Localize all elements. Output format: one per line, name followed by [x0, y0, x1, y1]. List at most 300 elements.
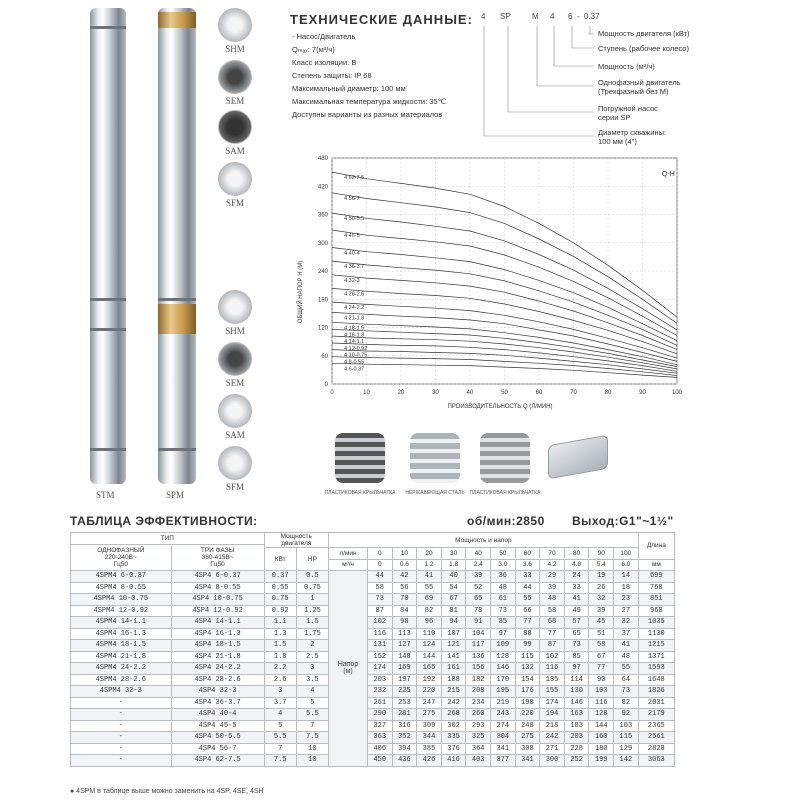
head-value: 48: [540, 594, 565, 606]
head-value: 55: [515, 594, 540, 606]
model-single-phase: 4SPM4 24-2.2: [71, 663, 172, 675]
head-value: 363: [367, 732, 392, 744]
head-value: 116: [589, 697, 614, 709]
icon-label: SHM: [225, 44, 245, 54]
power-hp: 7: [296, 720, 328, 732]
model-code-part: -: [577, 12, 580, 21]
head-label: Напор (м): [329, 571, 368, 767]
model-three-phase: 4SP4 62-7.5: [171, 755, 264, 767]
head-value: 82: [614, 697, 639, 709]
head-value: 136: [466, 651, 491, 663]
power-hp: 10: [296, 755, 328, 767]
head-value: 208: [466, 686, 491, 698]
x-tick-label: 60: [535, 390, 543, 396]
table-row: [71, 674, 675, 686]
power-kw: 0.92: [264, 605, 296, 617]
head-value: 161: [441, 663, 466, 675]
head-value: 94: [441, 617, 466, 629]
power-kw: 4: [264, 709, 296, 721]
head-value: 341: [491, 743, 516, 755]
pump-spm-caption: SPM: [166, 490, 185, 500]
head-value: 44: [367, 571, 392, 583]
model-three-phase: 4SP4 56-7: [171, 743, 264, 755]
flow-m3h: 3.0: [491, 559, 516, 571]
model-code-desc: Мощность (м³/ч): [598, 62, 655, 71]
length-mm: 1648: [638, 674, 674, 686]
head-value: 19: [589, 571, 614, 583]
length-mm: 2828: [638, 743, 674, 755]
head-value: 52: [466, 582, 491, 594]
head-value: 180: [589, 743, 614, 755]
head-value: 160: [589, 732, 614, 744]
head-value: 188: [441, 674, 466, 686]
head-value: 96: [417, 617, 442, 629]
model-code-part: 4: [550, 12, 555, 21]
head-value: 113: [392, 628, 417, 640]
head-value: 56: [392, 582, 417, 594]
table-title: ТАБЛИЦА ЭФФЕКТИВНОСТИ:: [70, 514, 258, 528]
head-value: 243: [491, 709, 516, 721]
head-value: 90: [589, 674, 614, 686]
impeller-icon: [218, 8, 252, 42]
head-value: 450: [367, 755, 392, 767]
model-single-phase: -: [71, 720, 172, 732]
head-value: 73: [614, 686, 639, 698]
head-value: 92: [614, 709, 639, 721]
head-value: 141: [441, 651, 466, 663]
model-code-desc: Ступень (рабочее колесо): [598, 44, 689, 53]
flow-lmin: 30: [441, 548, 466, 560]
table-row: [71, 582, 675, 594]
head-value: 33: [564, 582, 589, 594]
table-row: [71, 686, 675, 698]
power-hp: 0.5: [296, 571, 328, 583]
y-tick-label: 0: [324, 382, 328, 388]
head-value: 88: [515, 628, 540, 640]
head-value: 135: [540, 674, 565, 686]
head-value: 416: [441, 755, 466, 767]
head-value: 146: [564, 697, 589, 709]
head-value: 242: [441, 697, 466, 709]
performance-table: [70, 532, 675, 767]
head-value: 327: [367, 720, 392, 732]
photo-caption: ПЛАСТИКОВАЯ КРЫЛЬЧАТКА: [469, 490, 541, 496]
model-three-phase: 4SP4 24-2.2: [171, 663, 264, 675]
control-box-photo: [548, 435, 608, 480]
head-value: 32: [589, 594, 614, 606]
head-value: 220: [417, 686, 442, 698]
model-single-phase: 4SPM4 28-2.6: [71, 674, 172, 686]
head-value: 316: [392, 720, 417, 732]
head-value: 97: [491, 628, 516, 640]
impeller-icon: [218, 394, 252, 428]
table-row: [71, 594, 675, 606]
power-kw: 3: [264, 686, 296, 698]
power-kw: 0.55: [264, 582, 296, 594]
head-value: 174: [367, 663, 392, 675]
header-single-phase: ОДНОФАЗНЫЙ 220-240В~ Гц50: [71, 544, 172, 571]
head-value: 45: [589, 617, 614, 629]
head-value: 77: [589, 663, 614, 675]
model-single-phase: 4SPM4 32-3: [71, 686, 172, 698]
head-value: 102: [367, 617, 392, 629]
table-row: [71, 663, 675, 675]
power-hp: 2: [296, 640, 328, 652]
power-kw: 1.3: [264, 628, 296, 640]
flow-m3h: 0: [367, 559, 392, 571]
x-tick-label: 10: [363, 390, 370, 396]
curve-label: 4 10-0.75: [344, 352, 368, 359]
header-type: ТИП: [71, 533, 265, 545]
power-kw: 1.5: [264, 640, 296, 652]
curve-label: 4 18-1.5: [344, 325, 365, 332]
curve-label: 4 6-0.37: [344, 366, 365, 373]
head-value: 107: [441, 628, 466, 640]
head-value: 148: [392, 651, 417, 663]
model-three-phase: 4SP4 10-0.75: [171, 594, 264, 606]
length-mm: 699: [638, 571, 674, 583]
model-three-phase: 4SP4 8-0.55: [171, 582, 264, 594]
head-value: 197: [392, 674, 417, 686]
flow-lmin: 60: [515, 548, 540, 560]
model-single-phase: 4SPM4 12-0.92: [71, 605, 172, 617]
header-length: Длина: [638, 533, 674, 560]
curve-label: 4 56-7: [344, 195, 360, 202]
head-value: 73: [367, 594, 392, 606]
head-value: 152: [367, 651, 392, 663]
head-value: 271: [540, 743, 565, 755]
power-hp: 5: [296, 697, 328, 709]
model-code-desc: Диаметр скважины: 100 мм (4"): [598, 128, 667, 146]
stainless-impeller-photo: [410, 433, 460, 483]
power-kw: 7.5: [264, 755, 296, 767]
power-hp: 1.75: [296, 628, 328, 640]
head-value: 176: [515, 686, 540, 698]
head-value: 77: [515, 617, 540, 629]
model-three-phase: 4SP4 16-1.3: [171, 628, 264, 640]
power-kw: 1.8: [264, 651, 296, 663]
head-value: 91: [466, 617, 491, 629]
head-value: 218: [540, 720, 565, 732]
head-value: 253: [392, 697, 417, 709]
head-value: 33: [515, 571, 540, 583]
head-value: 115: [614, 732, 639, 744]
head-value: 131: [367, 640, 392, 652]
head-value: 65: [466, 594, 491, 606]
head-value: 55: [417, 582, 442, 594]
head-value: 220: [515, 709, 540, 721]
flow-m3h: 1.8: [441, 559, 466, 571]
head-value: 102: [540, 651, 565, 663]
model-three-phase: 4SP4 32-3: [171, 686, 264, 698]
table-row: [71, 720, 675, 732]
flow-lmin: 90: [589, 548, 614, 560]
model-single-phase: 4SPM4 18-1.5: [71, 640, 172, 652]
model-single-phase: -: [71, 709, 172, 721]
head-value: 242: [540, 732, 565, 744]
model-code-part: 4: [481, 12, 486, 21]
impeller-icon: [218, 60, 252, 94]
head-value: 58: [540, 605, 565, 617]
model-single-phase: 4SPM4 14-1.1: [71, 617, 172, 629]
length-mm: 2561: [638, 732, 674, 744]
power-hp: 2.5: [296, 651, 328, 663]
head-value: 198: [515, 697, 540, 709]
head-value: 84: [392, 605, 417, 617]
model-single-phase: 4SPM4 6-0.37: [71, 571, 172, 583]
head-value: 87: [367, 605, 392, 617]
model-code-desc: Однофазный двигатель (Трехфазный без М): [598, 78, 681, 96]
power-hp: 3: [296, 663, 328, 675]
power-hp: 5.5: [296, 709, 328, 721]
power-hp: 1.25: [296, 605, 328, 617]
head-value: 260: [466, 709, 491, 721]
model-single-phase: 4SPM4 10-0.75: [71, 594, 172, 606]
model-single-phase: 4SPM4 16-1.3: [71, 628, 172, 640]
head-value: 364: [466, 743, 491, 755]
model-three-phase: 4SP4 6-0.37: [171, 571, 264, 583]
header-lmin: л/мин: [329, 548, 368, 560]
flow-m3h: 5.4: [589, 559, 614, 571]
head-value: 146: [491, 663, 516, 675]
model-single-phase: 4SPM4 21-1.8: [71, 651, 172, 663]
head-value: 57: [564, 617, 589, 629]
head-value: 65: [564, 628, 589, 640]
flow-lmin: 80: [564, 548, 589, 560]
model-single-phase: 4SPM4 8-0.55: [71, 582, 172, 594]
header-mm: мм: [638, 559, 674, 571]
y-tick-label: 240: [317, 269, 328, 275]
table-row: [71, 697, 675, 709]
curve-label: 4 14-1.1: [344, 338, 365, 345]
y-tick-label: 360: [317, 212, 328, 219]
curve-label: 4 62-7.5: [344, 175, 365, 182]
curve-label: 4 40-4: [344, 250, 360, 257]
head-value: 341: [515, 755, 540, 767]
y-tick-label: 180: [317, 297, 328, 304]
head-value: 73: [491, 605, 516, 617]
power-kw: 7: [264, 743, 296, 755]
y-tick-label: 60: [321, 353, 328, 360]
curve-label: 4 16-1.3: [344, 332, 365, 339]
flow-m3h: 4.2: [540, 559, 565, 571]
table-row: [71, 709, 675, 721]
head-value: 163: [564, 709, 589, 721]
head-value: 85: [491, 617, 516, 629]
flow-m3h: 4.8: [564, 559, 589, 571]
head-value: 344: [417, 732, 442, 744]
head-value: 82: [417, 605, 442, 617]
length-mm: 968: [638, 605, 674, 617]
flow-m3h: 3.6: [515, 559, 540, 571]
curve-label: 4 21-1.8: [344, 315, 365, 322]
power-hp: 1: [296, 594, 328, 606]
head-value: 128: [589, 709, 614, 721]
head-value: 66: [515, 605, 540, 617]
photo-caption: ПЛАСТИКОВАЯ КРЫЛЬЧАТКА: [324, 490, 396, 496]
head-value: 103: [589, 686, 614, 698]
head-value: 42: [392, 571, 417, 583]
head-value: 110: [417, 628, 442, 640]
table-row: [71, 605, 675, 617]
model-code-part: M: [532, 12, 539, 21]
head-value: 81: [441, 605, 466, 617]
flow-m3h: 6.0: [614, 559, 639, 571]
pump-stm-caption: STM: [96, 490, 115, 500]
power-hp: 1.5: [296, 617, 328, 629]
flow-lmin: 20: [417, 548, 442, 560]
head-value: 436: [392, 755, 417, 767]
x-tick-label: 100: [671, 390, 683, 396]
head-value: 121: [441, 640, 466, 652]
head-value: 41: [417, 571, 442, 583]
x-tick-label: 30: [432, 390, 439, 396]
pump-stm-image: [90, 8, 126, 484]
table-row: [71, 651, 675, 663]
length-mm: 1035: [638, 617, 674, 629]
head-value: 49: [564, 605, 589, 617]
head-value: 97: [564, 663, 589, 675]
power-kw: 5: [264, 720, 296, 732]
head-value: 61: [491, 594, 516, 606]
power-hp: 7.5: [296, 732, 328, 744]
photo-caption: НЕРЖАВЕЮЩАЯ СТАЛЬ: [405, 490, 465, 496]
head-value: 55: [614, 663, 639, 675]
head-value: 169: [392, 663, 417, 675]
model-three-phase: 4SP4 21-1.8: [171, 651, 264, 663]
y-tick-label: 480: [317, 156, 328, 162]
header-power: Мощность двигателя: [264, 533, 328, 548]
head-value: 154: [515, 674, 540, 686]
x-tick-label: 70: [570, 390, 577, 396]
spec-line: Максимальный диаметр: 100 мм: [292, 84, 406, 93]
spec-line: - Насос/Двигатель: [292, 32, 356, 41]
length-mm: 1215: [638, 640, 674, 652]
head-value: 14: [614, 571, 639, 583]
table-row: [71, 640, 675, 652]
flow-m3h: 2.4: [466, 559, 491, 571]
head-value: 115: [515, 651, 540, 663]
head-value: 335: [441, 732, 466, 744]
table-speed: об/мин:2850: [467, 514, 545, 528]
power-hp: 3.5: [296, 674, 328, 686]
spec-line: Степень защиты: IP 68: [292, 71, 372, 80]
qh-chart: [290, 152, 710, 412]
head-value: 248: [515, 720, 540, 732]
head-value: 41: [614, 640, 639, 652]
table-row: [71, 617, 675, 629]
head-value: 300: [540, 755, 565, 767]
impeller-icon: [218, 342, 252, 376]
power-kw: 2.6: [264, 674, 296, 686]
head-value: 58: [367, 582, 392, 594]
head-value: 304: [491, 732, 516, 744]
head-value: 403: [466, 755, 491, 767]
head-value: 219: [491, 697, 516, 709]
header-three-phase: ТРИ ФАЗЫ 380-415В~ Гц50: [171, 544, 264, 571]
head-value: 73: [564, 640, 589, 652]
head-value: 194: [540, 709, 565, 721]
spec-line: Доступны варианты из разных материалов: [292, 110, 443, 119]
head-value: 27: [614, 605, 639, 617]
flow-lmin: 40: [466, 548, 491, 560]
model-three-phase: 4SP4 14-1.1: [171, 617, 264, 629]
y-tick-label: 120: [317, 325, 328, 332]
head-value: 234: [466, 697, 491, 709]
head-value: 127: [392, 640, 417, 652]
head-value: 29: [540, 571, 565, 583]
impeller-icon: [218, 290, 252, 324]
plastic-impeller-photo: [480, 433, 530, 483]
head-value: 275: [417, 709, 442, 721]
head-value: 174: [540, 697, 565, 709]
head-value: 98: [392, 617, 417, 629]
head-value: 268: [441, 709, 466, 721]
table-body: [71, 571, 675, 767]
head-value: 51: [589, 628, 614, 640]
spec-line: Класс изоляции: В: [292, 58, 357, 67]
model-three-phase: 4SP4 18-1.5: [171, 640, 264, 652]
head-value: 406: [367, 743, 392, 755]
head-value: 183: [564, 720, 589, 732]
power-kw: 0.75: [264, 594, 296, 606]
icon-label: SAM: [225, 146, 245, 156]
head-value: 144: [417, 651, 442, 663]
curve-label: 4 28-2.6: [344, 291, 365, 298]
head-value: 128: [491, 651, 516, 663]
head-value: 68: [540, 617, 565, 629]
impeller-icon: [218, 110, 252, 144]
head-value: 24: [564, 571, 589, 583]
x-tick-label: 80: [604, 390, 612, 396]
x-tick-label: 90: [639, 390, 646, 396]
head-value: 325: [466, 732, 491, 744]
head-value: 309: [417, 720, 442, 732]
model-three-phase: 4SP4 28-2.6: [171, 674, 264, 686]
spec-line: Qₘₐₓ: 7(м³/ч): [292, 45, 335, 54]
model-single-phase: -: [71, 743, 172, 755]
power-kw: 3.7: [264, 697, 296, 709]
head-value: 132: [515, 663, 540, 675]
head-value: 195: [491, 686, 516, 698]
head-value: 114: [564, 674, 589, 686]
length-mm: 851: [638, 594, 674, 606]
head-value: 37: [614, 628, 639, 640]
flow-m3h: 0.6: [392, 559, 417, 571]
header-hp: HP: [296, 548, 328, 571]
table-row: [71, 743, 675, 755]
head-value: 252: [564, 755, 589, 767]
chart-y-label: ОБЩИЙ НАПОР H (M): [298, 260, 304, 324]
head-value: 54: [441, 582, 466, 594]
head-value: 48: [491, 582, 516, 594]
table-row: [71, 571, 675, 583]
model-code-desc: Мощность двигателя (кВт): [598, 29, 690, 38]
power-kw: 1.1: [264, 617, 296, 629]
chart-title: Q-H: [662, 171, 675, 178]
table-row: [71, 755, 675, 767]
flow-lmin: 50: [491, 548, 516, 560]
head-value: 58: [589, 640, 614, 652]
head-value: 426: [417, 755, 442, 767]
head-value: 41: [564, 594, 589, 606]
header-m3h: м³/ч: [329, 559, 368, 571]
length-mm: 2179: [638, 709, 674, 721]
head-value: 225: [392, 686, 417, 698]
power-hp: 4: [296, 686, 328, 698]
model-three-phase: 4SP4 40-4: [171, 709, 264, 721]
model-three-phase: 4SP4 36-3.7: [171, 697, 264, 709]
